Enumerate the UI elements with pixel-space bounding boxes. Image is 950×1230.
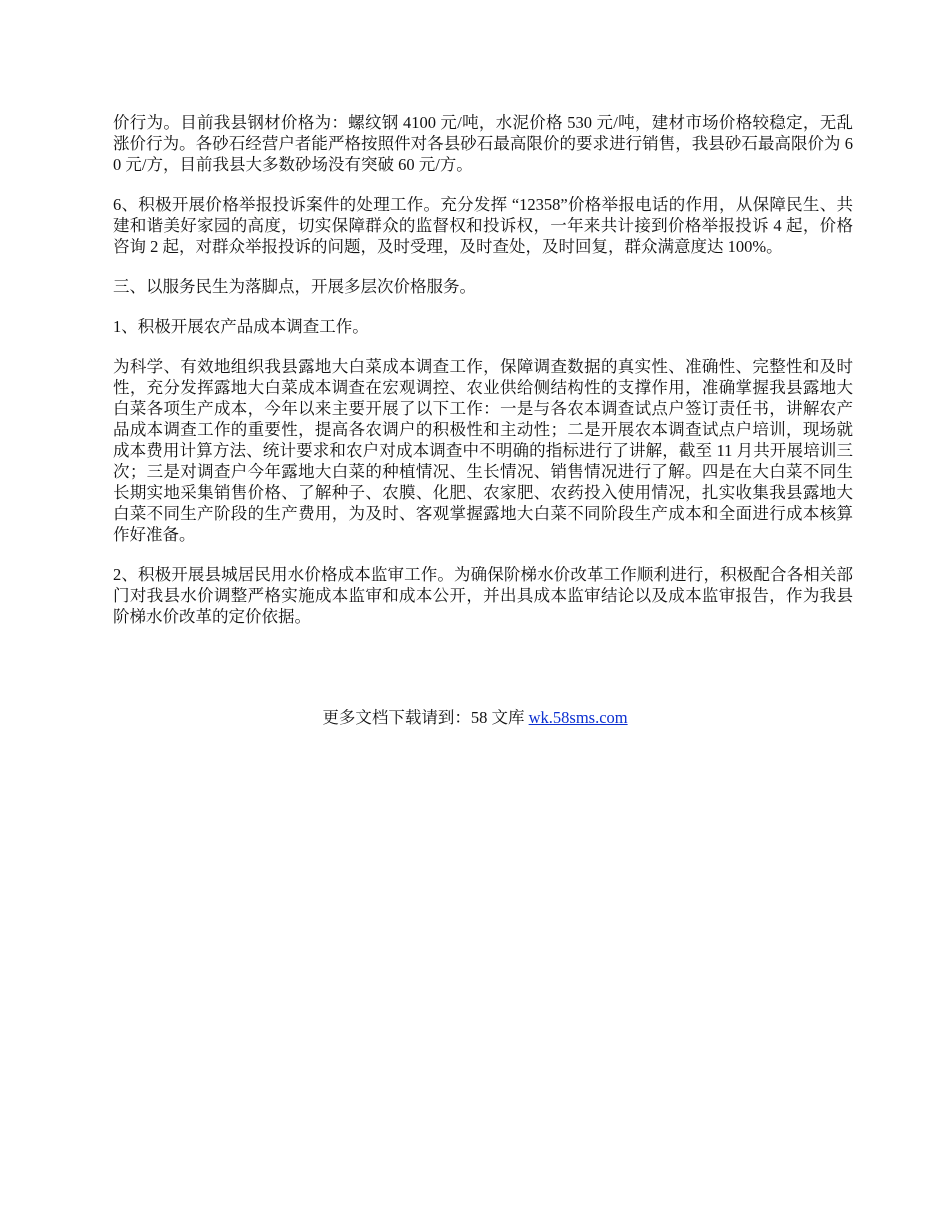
- paragraph-price-complaints: 6、积极开展价格举报投诉案件的处理工作。充分发挥 “12358”价格举报电话的作用，从保障民生、共建和谐美好家园的高度，切实保障群众的监督权和投诉权，一年来共计接到价格举报投诉 4 起，价格咨询 2 起，对群众举报投诉的问题，及时受理，及时查处，及时回复，群众满意度达 100%。: [113, 195, 853, 256]
- subheading-cost-survey: 1、积极开展农产品成本调查工作。: [113, 317, 369, 336]
- paragraph-water-price-audit: 2、积极开展县城居民用水价格成本监审工作。为确保阶梯水价改革工作顺利进行，积极配合各相关部门对我县水价调整严格实施成本监审和成本公开，并出具成本监审结论以及成本监审报告，作为我县阶梯水价改革的定价依据。: [113, 565, 853, 626]
- document-body: [113, 112, 853, 646]
- paragraph-price-behavior: 价行为。目前我县钢材价格为：螺纹钢 4100 元/吨，水泥价格 530 元/吨，建材市场价格较稳定，无乱涨价行为。各砂石经营户者能严格按照件对各县砂石最高限价的要求进行销售，我县砂石最高限价为 60 元/方，目前我县大多数砂场没有突破 60 元/方。: [113, 113, 853, 174]
- paragraph-cabbage-cost-survey: 为科学、有效地组织我县露地大白菜成本调查工作，保障调查数据的真实性、准确性、完整性和及时性，充分发挥露地大白菜成本调查在宏观调控、农业供给侧结构性的支撑作用，准确掌握我县露地大白菜各项生产成本，今年以来主要开展了以下工作：一是与各农本调查试点户签订责任书，讲解农产品成本调查工作的重要性，提高各农调户的积极性和主动性；二是开展农本调查试点户培训，现场就成本费用计算方法、统计要求和农户对成本调查中不明确的指标进行了讲解，截至 11 月共开展培训三次；三是对调查户今年露地大白菜的种植情况、生长情况、销售情况进行了解。四是在大白菜不同生长期实地采集销售价格、了解种子、农膜、化肥、农家肥、农药投入使用情况，扎实收集我县露地大白菜不同生产阶段的生产费用，为及时、客观掌握露地大白菜不同阶段生产成本和全面进行成本核算作好准备。: [113, 357, 853, 544]
- footer-prefix-text: 更多文档下载请到：58 文库: [322, 708, 529, 727]
- download-footer: [0, 707, 950, 728]
- section-heading-price-services: 三、以服务民生为落脚点，开展多层次价格服务。: [113, 277, 476, 296]
- footer-site-link[interactable]: wk.58sms.com: [528, 708, 628, 727]
